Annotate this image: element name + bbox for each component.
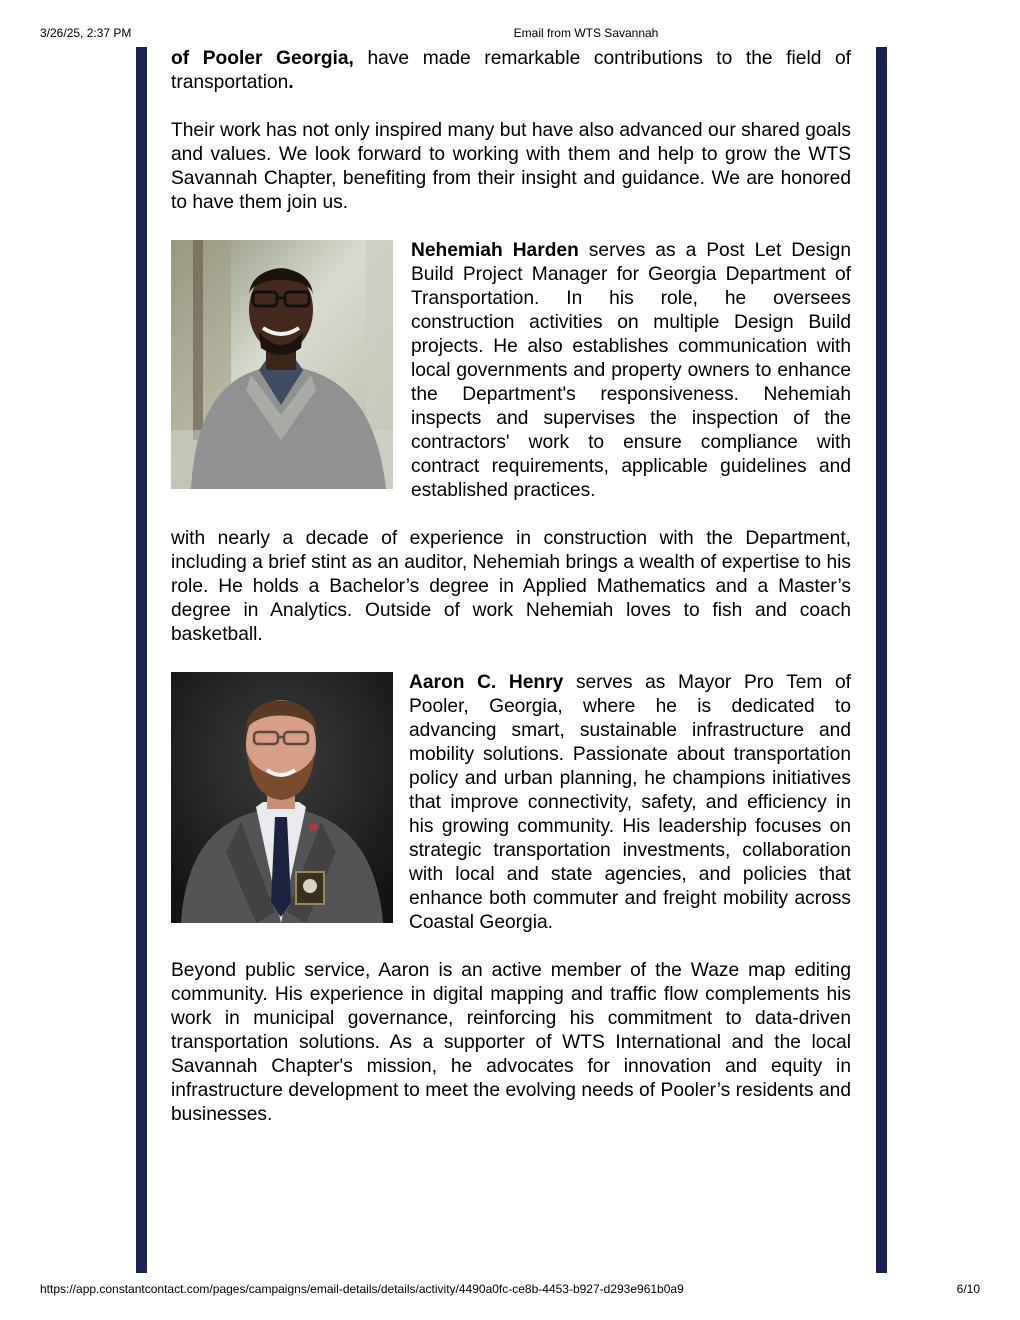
frame-bar-right (876, 47, 887, 1273)
portrait-aaron-henry (171, 672, 393, 923)
profile-nehemiah (171, 239, 851, 503)
intro-bold-lead: of Pooler Georgia, (171, 48, 354, 69)
print-title: Email from WTS Savannah (513, 26, 659, 40)
intro-text: have made remarkable contributions to the field of transportation (171, 48, 851, 93)
nehemiah-name: Nehemiah Harden (411, 240, 579, 261)
aaron-bio-continued: Beyond public service, Aaron is an active member of the Waze map editing community. His experience in digital mapping and traffic flow complements his work in municipal governance, reinforcing his commitment to data-driven transportation solutions. As a supporter of WTS International and the local Savannah Chapter's mission, he advocates for innovation and equity in infrastructure development to meet the evolving needs of Pooler’s residents and businesses. (171, 960, 851, 1125)
print-page-number: 6/10 (956, 1282, 980, 1296)
profile-aaron (171, 671, 851, 935)
nehemiah-bio-continued: with nearly a decade of experience in construction with the Department, including a brief stint as an auditor, Nehemiah brings a wealth of expertise to his role. He holds a Bachelor’s degree in Applied Mathematics and a Master’s degree in Analytics. Outside of work Nehemiah loves to fish and coach basketball. (171, 528, 851, 645)
nehemiah-bio-text: serves as a Post Let Design Build Project Manager for Georgia Department of Transportation. In his role, he oversees construction activities on multiple Design Build projects. He also establishes communication with local governments and property owners to enhance the Department's responsiveness. Nehemiah inspects and supervises the inspection of the contractors' work to ensure compliance with contract requirements, applicable guidelines and established practices. (411, 240, 852, 501)
portrait-nehemiah-icon (171, 240, 393, 489)
portrait-aaron-icon (171, 672, 393, 923)
print-url: https://app.constantcontact.com/pages/campaigns/email-details/details/activity/4490a0fc-ce8b-4453-b927-d293e961b0a9 (40, 1282, 684, 1296)
frame-bar-left (136, 47, 147, 1273)
portrait-nehemiah-harden (171, 240, 393, 489)
print-header (0, 26, 1020, 42)
intro-paragraph (171, 47, 851, 95)
aaron-bio-text: serves as Mayor Pro Tem of Pooler, Georgia, where he is dedicated to advancing smart, sustainable infrastructure and mobility solutions. Passionate about transportation policy and urban planning, he champions initiatives that improve connectivity, safety, and efficiency in his growing community. His leadership focuses on strategic transportation investments, collaboration with local and state agencies, and policies that enhance both commuter and freight mobility across Coastal Georgia. (409, 672, 851, 933)
intro-period: . (288, 72, 294, 93)
print-datetime: 3/26/25, 2:37 PM (40, 26, 132, 40)
email-content (171, 47, 851, 1151)
aaron-name: Aaron C. Henry (409, 672, 564, 693)
welcome-paragraph: Their work has not only inspired many but have also advanced our shared goals and values. We look forward to working with them and help to grow the WTS Savannah Chapter, benefiting from their insight and guidance. We are honored to have them join us. (171, 120, 851, 213)
print-footer (0, 1282, 1020, 1298)
